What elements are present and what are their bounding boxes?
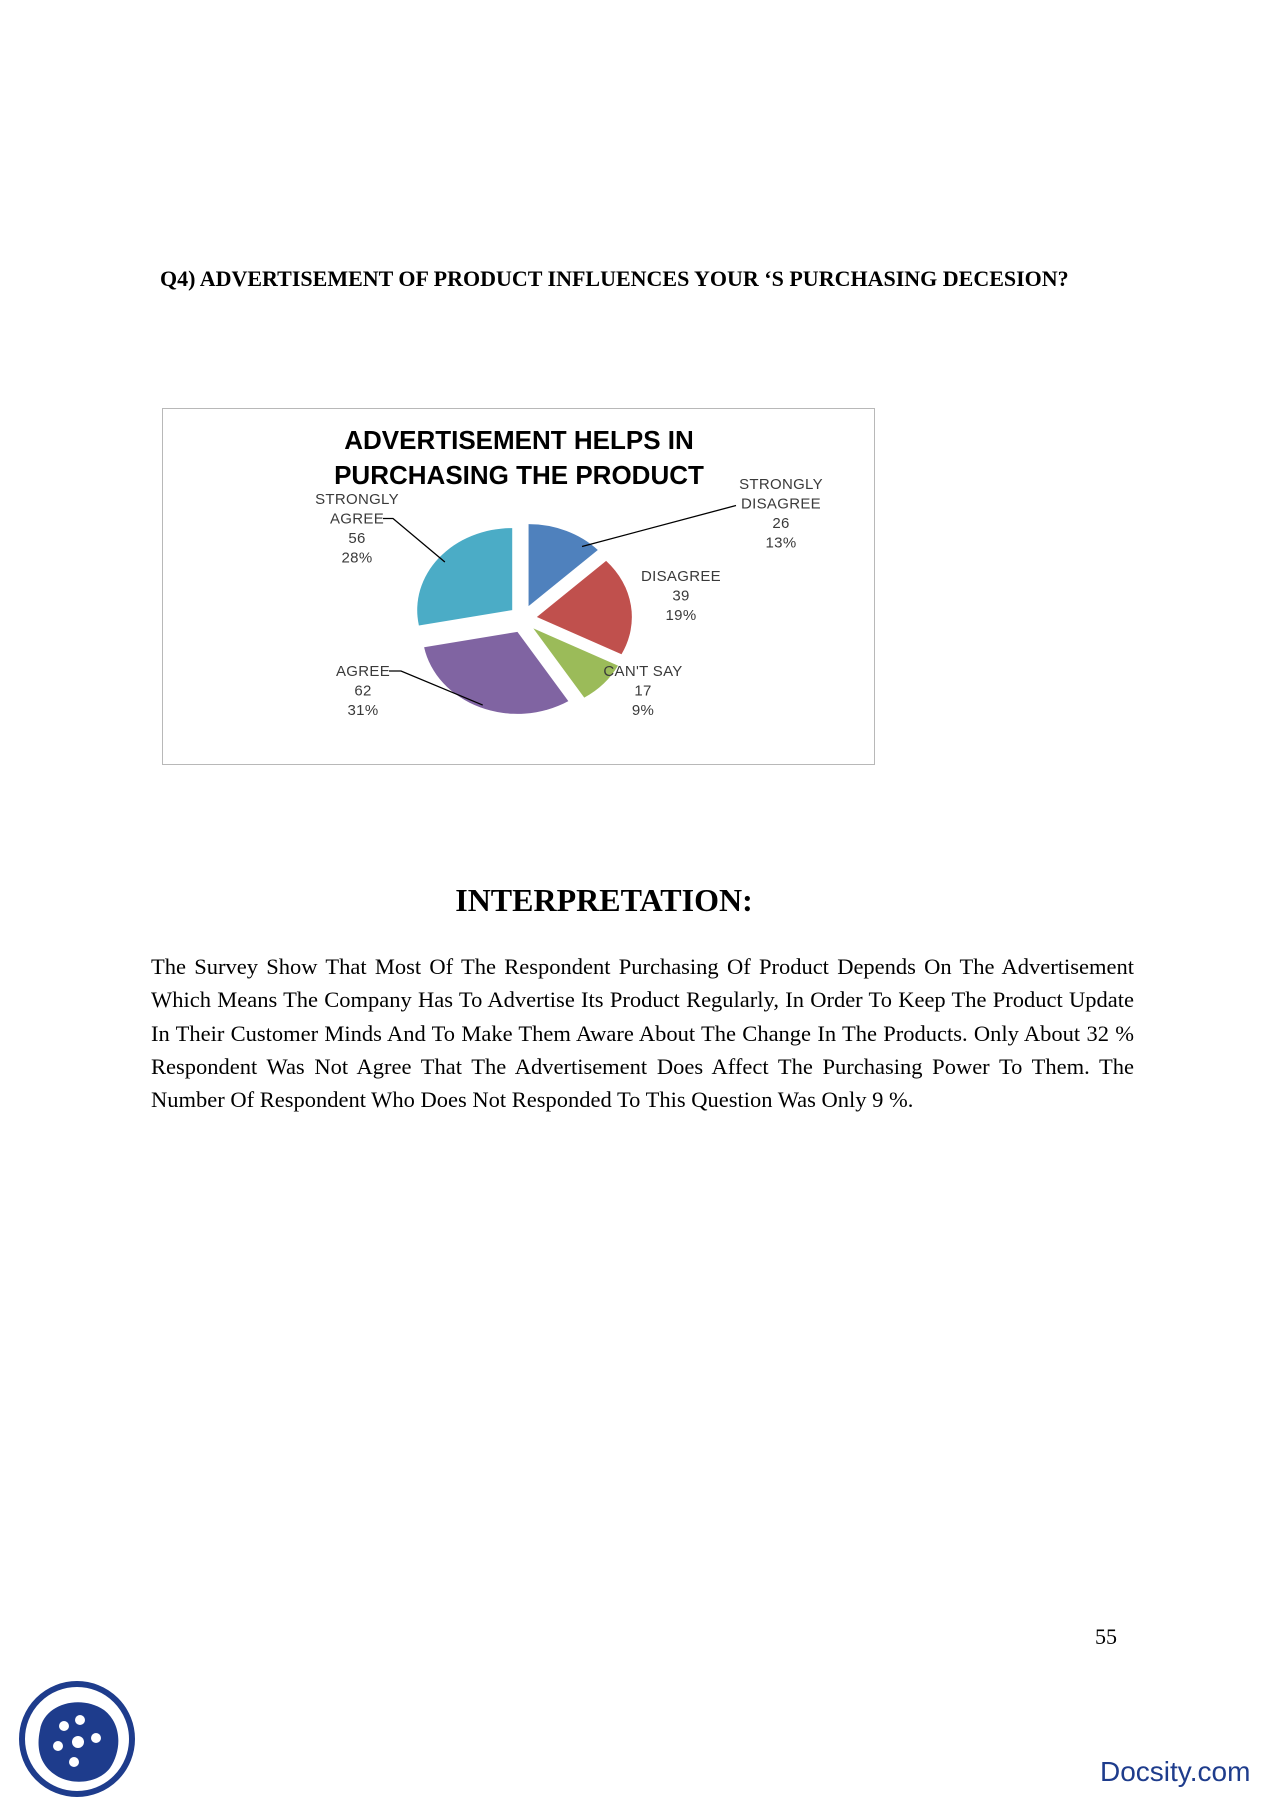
slice-label-4-line-3: 28% [341,549,373,567]
slice-label-2-line-2: 9% [631,702,655,719]
chart-title-line-2: PURCHASING THE PRODUCT [334,460,704,490]
leader-line-4 [383,519,445,562]
slice-label-3-line-1: 62 [354,682,372,700]
leader-line-0 [582,506,736,547]
chart-title-line-1: ADVERTISEMENT HELPS IN [344,425,694,455]
slice-label-3-line-0: AGREE [335,663,391,680]
slice-label-0-line-3: 13% [765,534,797,552]
slice-label-1-line-0: DISAGREE [641,568,721,585]
slice-label-1-line-2: 19% [665,607,697,624]
slice-label-4-line-2: 56 [348,530,366,547]
slice-label-1-line-1: 39 [672,587,690,605]
question-heading: Q4) ADVERTISEMENT OF PRODUCT INFLUENCES YOUR ‘S PURCHASING DECESION? [160,266,1069,291]
docsity-logo-icon [18,1680,136,1798]
docsity-brand-text: Docsity.com [1100,1756,1251,1787]
slice-label-4-line-1: AGREE [329,510,385,528]
slice-label-0-line-2: 26 [772,515,790,532]
pie-slice-strongly-agree [417,528,512,625]
pie-chart-svg [163,409,874,764]
interpretation-heading: INTERPRETATION: [455,882,753,918]
slice-label-0-line-1: DISAGREE [741,495,821,513]
pie-chart [162,408,875,765]
slice-label-2-line-0: CAN'T SAY [603,663,683,680]
slice-label-0-line-0: STRONGLY [739,476,823,493]
slice-label-4-line-0: STRONGLY [315,491,399,508]
page-number: 55 [1095,1624,1117,1649]
interpretation-body: The Survey Show That Most Of The Respondent Purchasing Of Product Depends On The Advertisement Which Means The Company Has To Advertise Its Product Regularly, In Order To Keep The Product Update In Their Customer Minds And To Make Them Aware About The Change In The Products. Only About 32 % Respondent Was Not Agree That The Advertisement Does Affect The Purchasing Power To Them. The Number Of Respondent Who Does Not Responded To This Question Was Only 9 %. [151,954,1134,1113]
slice-label-2-line-1: 17 [634,682,652,700]
slice-label-3-line-2: 31% [347,702,379,719]
